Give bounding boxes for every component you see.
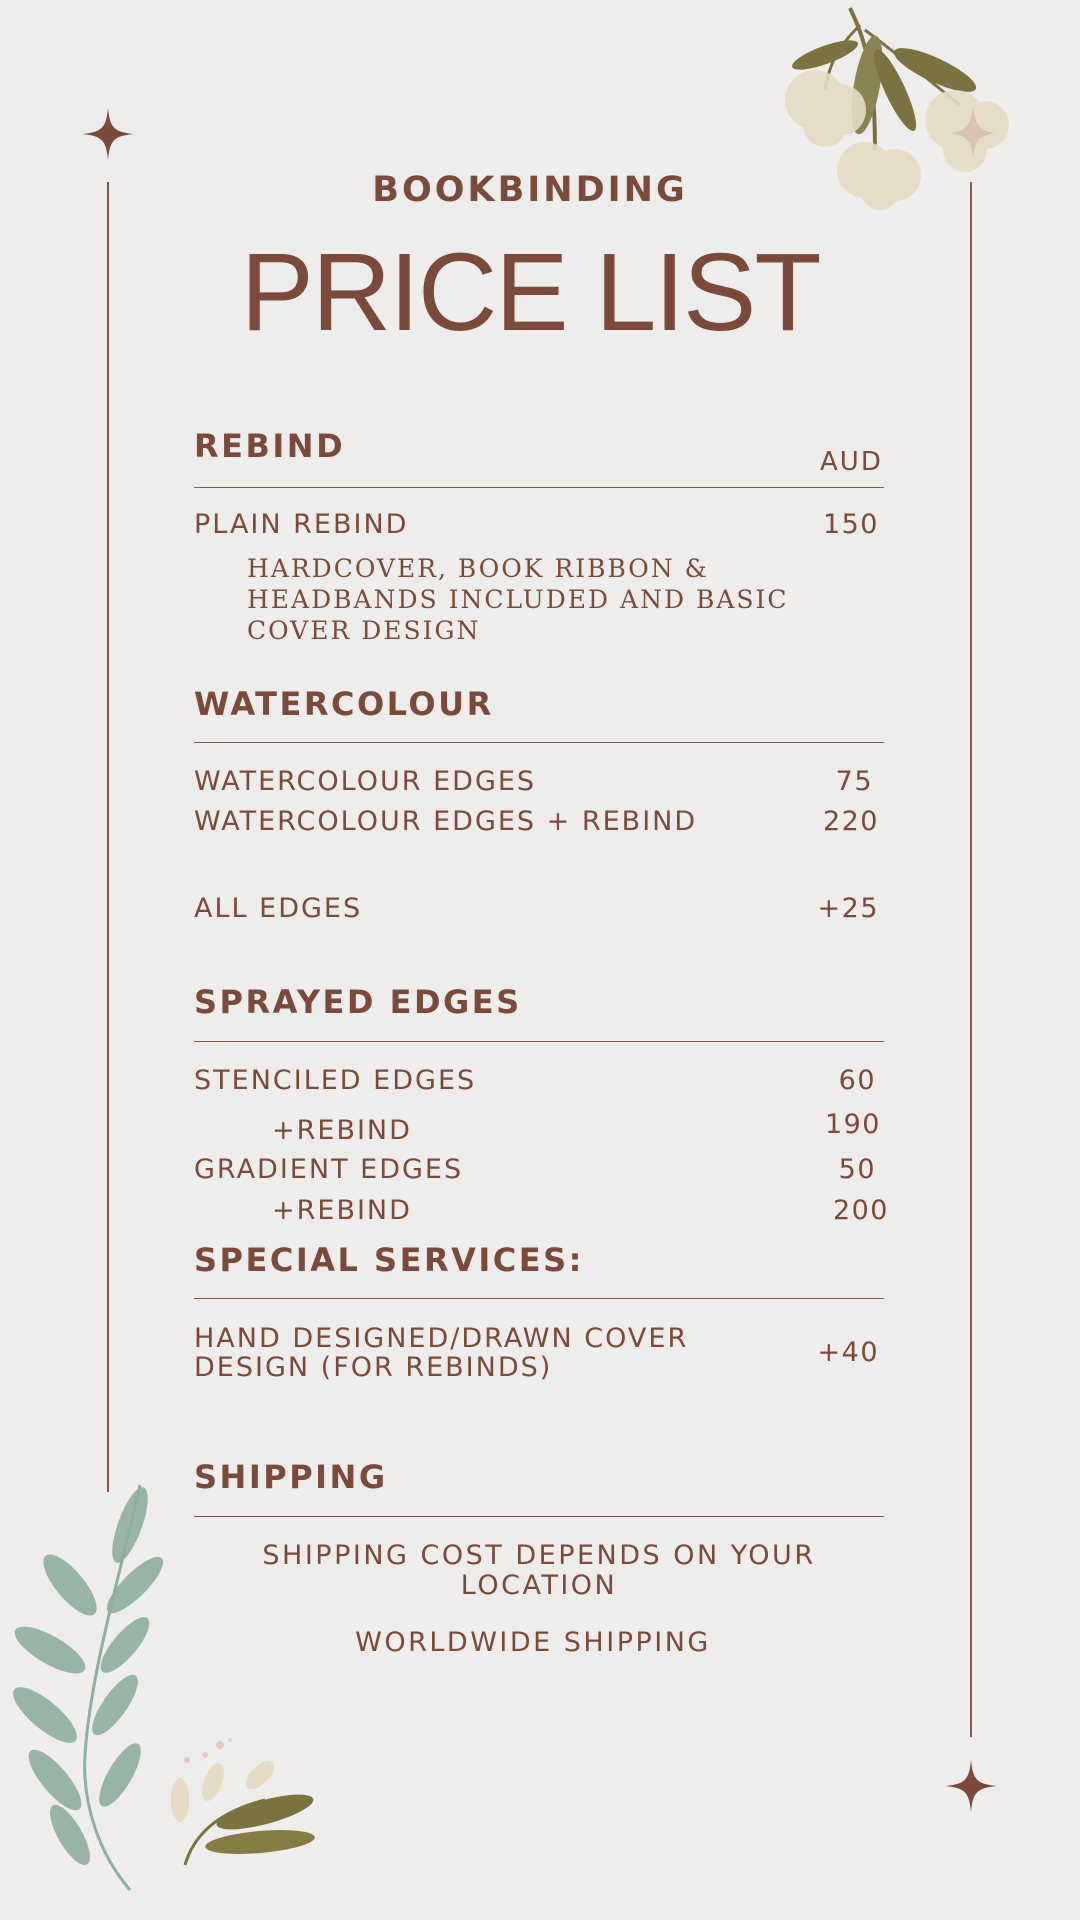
divider (194, 1298, 884, 1299)
item-plain-rebind: PLAIN REBIND (194, 509, 409, 540)
item-all-edges: ALL EDGES (194, 893, 363, 924)
divider (194, 1041, 884, 1042)
price-watercolour-rebind: 220 (822, 806, 879, 837)
item-stenciled-rebind: +REBIND (272, 1115, 412, 1146)
item-line: HAND DESIGNED/DRAWN COVER (194, 1323, 689, 1354)
section-title-special: SPECIAL SERVICES: (194, 1241, 584, 1279)
price-plain-rebind: 150 (822, 509, 879, 540)
price-stenciled-edges: 60 (838, 1065, 876, 1096)
grass-flower-icon (165, 1730, 335, 1870)
shipping-note (194, 1541, 884, 1601)
item-gradient-rebind: +REBIND (272, 1195, 412, 1226)
price-watercolour-edges: 75 (835, 766, 873, 797)
price-hand-designed-cover: +40 (817, 1337, 879, 1368)
description-line: HEADBANDS INCLUDED AND BASIC (247, 585, 789, 614)
worldwide-shipping: WORLDWIDE SHIPPING (355, 1627, 711, 1658)
section-title-sprayed: SPRAYED EDGES (194, 983, 522, 1021)
item-gradient-edges: GRADIENT EDGES (194, 1154, 464, 1185)
item-watercolour-rebind: WATERCOLOUR EDGES + REBIND (194, 806, 698, 837)
price-all-edges: +25 (817, 893, 879, 924)
price-gradient-edges: 50 (838, 1154, 876, 1185)
frame-right-line (970, 182, 972, 1737)
item-line: DESIGN (FOR REBINDS) (194, 1352, 553, 1383)
divider (194, 487, 884, 488)
description-line: HARDCOVER, BOOK RIBBON & (247, 554, 709, 583)
section-title-shipping: SHIPPING (194, 1458, 388, 1496)
leaf-branch-icon (10, 1475, 170, 1895)
description-line: COVER DESIGN (247, 616, 481, 645)
section-title-watercolour: WATERCOLOUR (194, 685, 494, 723)
item-stenciled-edges: STENCILED EDGES (194, 1065, 477, 1096)
sparkle-star-icon-bottom (945, 1760, 997, 1812)
price-gradient-rebind: 200 (832, 1195, 889, 1226)
shipping-line: LOCATION (460, 1570, 618, 1601)
rebind-description (247, 553, 789, 646)
sparkle-star-icon (82, 108, 134, 160)
page-title: PRICE LIST (240, 231, 820, 354)
divider (194, 1516, 884, 1517)
frame-left-line (107, 182, 109, 1492)
currency-label: AUD (820, 447, 883, 477)
shipping-line: SHIPPING COST DEPENDS ON YOUR (262, 1540, 816, 1571)
price-stenciled-rebind: 190 (824, 1109, 881, 1140)
divider (194, 742, 884, 743)
subtitle: BOOKBINDING (372, 170, 688, 210)
section-title-rebind: REBIND (194, 427, 346, 465)
item-watercolour-edges: WATERCOLOUR EDGES (194, 766, 537, 797)
item-hand-designed-cover (194, 1324, 688, 1382)
